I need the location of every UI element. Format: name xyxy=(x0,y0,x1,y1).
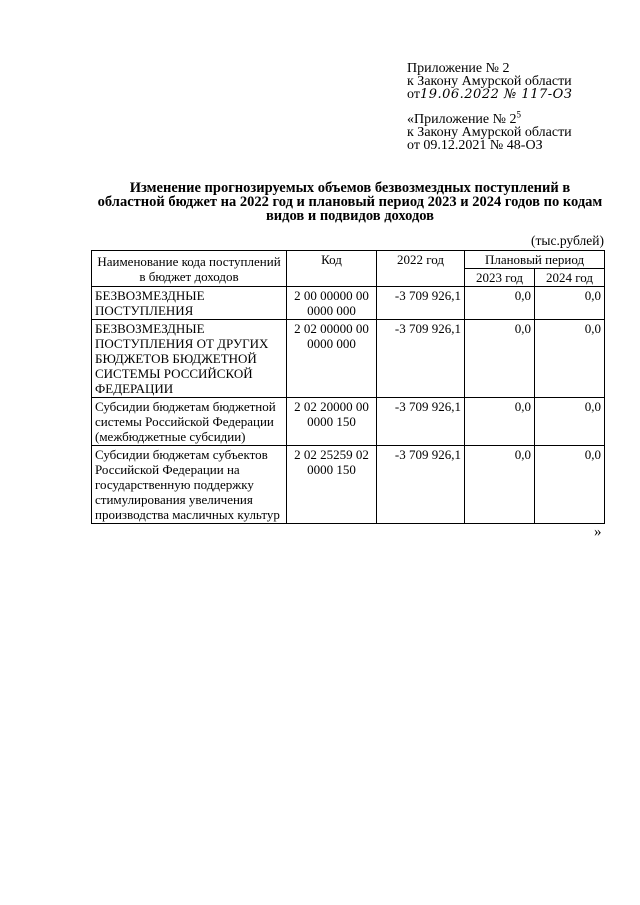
row-value-2022: -3 709 926,1 xyxy=(377,446,465,524)
table-row xyxy=(92,398,605,446)
units-label: (тыс.рублей) xyxy=(531,233,604,248)
row-value-2024: 0,0 xyxy=(535,398,605,446)
row-name: БЕЗВОЗМЕЗДНЫЕ ПОСТУПЛЕНИЯ ОТ ДРУГИХ БЮДЖЕТОВ БЮДЖЕТНОЙ СИСТЕМЫ РОССИЙСКОЙ ФЕДЕРАЦИИ xyxy=(92,320,287,398)
original-annex-number: «Приложение № $2^5$ xyxy=(407,109,521,127)
annex-date-prefix: от xyxy=(407,87,420,102)
row-code: 2 00 00000 00 0000 000 xyxy=(287,287,377,320)
row-value-2022: -3 709 926,1 xyxy=(377,287,465,320)
header-planned-period: Плановый период xyxy=(465,251,605,269)
row-code: 2 02 20000 00 0000 150 xyxy=(287,398,377,446)
row-value-2024: 0,0 xyxy=(535,287,605,320)
row-value-2023: 0,0 xyxy=(465,398,535,446)
handwritten-date: 19.06.2022 № 117-ОЗ xyxy=(419,87,573,102)
annex-date-line xyxy=(407,88,572,101)
original-annex-header xyxy=(407,109,572,153)
table-row xyxy=(92,320,605,398)
row-value-2024: 0,0 xyxy=(535,446,605,524)
closing-quote: » xyxy=(594,524,602,540)
header-2022: 2022 год xyxy=(377,251,465,287)
annex-header xyxy=(407,62,572,101)
annex-law: к Закону Амурской области xyxy=(407,74,572,89)
row-value-2022: -3 709 926,1 xyxy=(377,320,465,398)
original-annex-law: к Закону Амурской области xyxy=(407,125,572,140)
original-annex-date: от 09.12.2021 № 48-ОЗ xyxy=(407,138,543,153)
document-title: Изменение прогнозируемых объемов безвозмездных поступлений в областной бюджет на 2022 год и плановый период 2023 и 2024 годов по кодам видов и подвидов доходов xyxy=(97,180,603,224)
header-2023: 2023 год xyxy=(465,269,535,287)
row-name: Субсидии бюджетам субъектов Российской Федерации на государственную поддержку стимулирования увеличения производства масличных культур xyxy=(92,446,287,524)
row-name: БЕЗВОЗМЕЗДНЫЕ ПОСТУПЛЕНИЯ xyxy=(92,287,287,320)
row-code: 2 02 00000 00 0000 000 xyxy=(287,320,377,398)
superscript-index: 5 xyxy=(516,109,521,120)
row-code: 2 02 25259 02 0000 150 xyxy=(287,446,377,524)
row-value-2023: 0,0 xyxy=(465,320,535,398)
row-name: Субсидии бюджетам бюджетной системы Российской Федерации (межбюджетные субсидии) xyxy=(92,398,287,446)
header-code: Код xyxy=(287,251,377,287)
row-value-2023: 0,0 xyxy=(465,287,535,320)
row-value-2023: 0,0 xyxy=(465,446,535,524)
budget-table xyxy=(91,250,605,524)
header-2024: 2024 год xyxy=(535,269,605,287)
table-row xyxy=(92,287,605,320)
row-value-2022: -3 709 926,1 xyxy=(377,398,465,446)
row-value-2024: 0,0 xyxy=(535,320,605,398)
table-row xyxy=(92,446,605,524)
annex-number: Приложение № 2 xyxy=(407,61,510,76)
header-name: Наименование кода поступлений в бюджет доходов xyxy=(92,251,287,287)
